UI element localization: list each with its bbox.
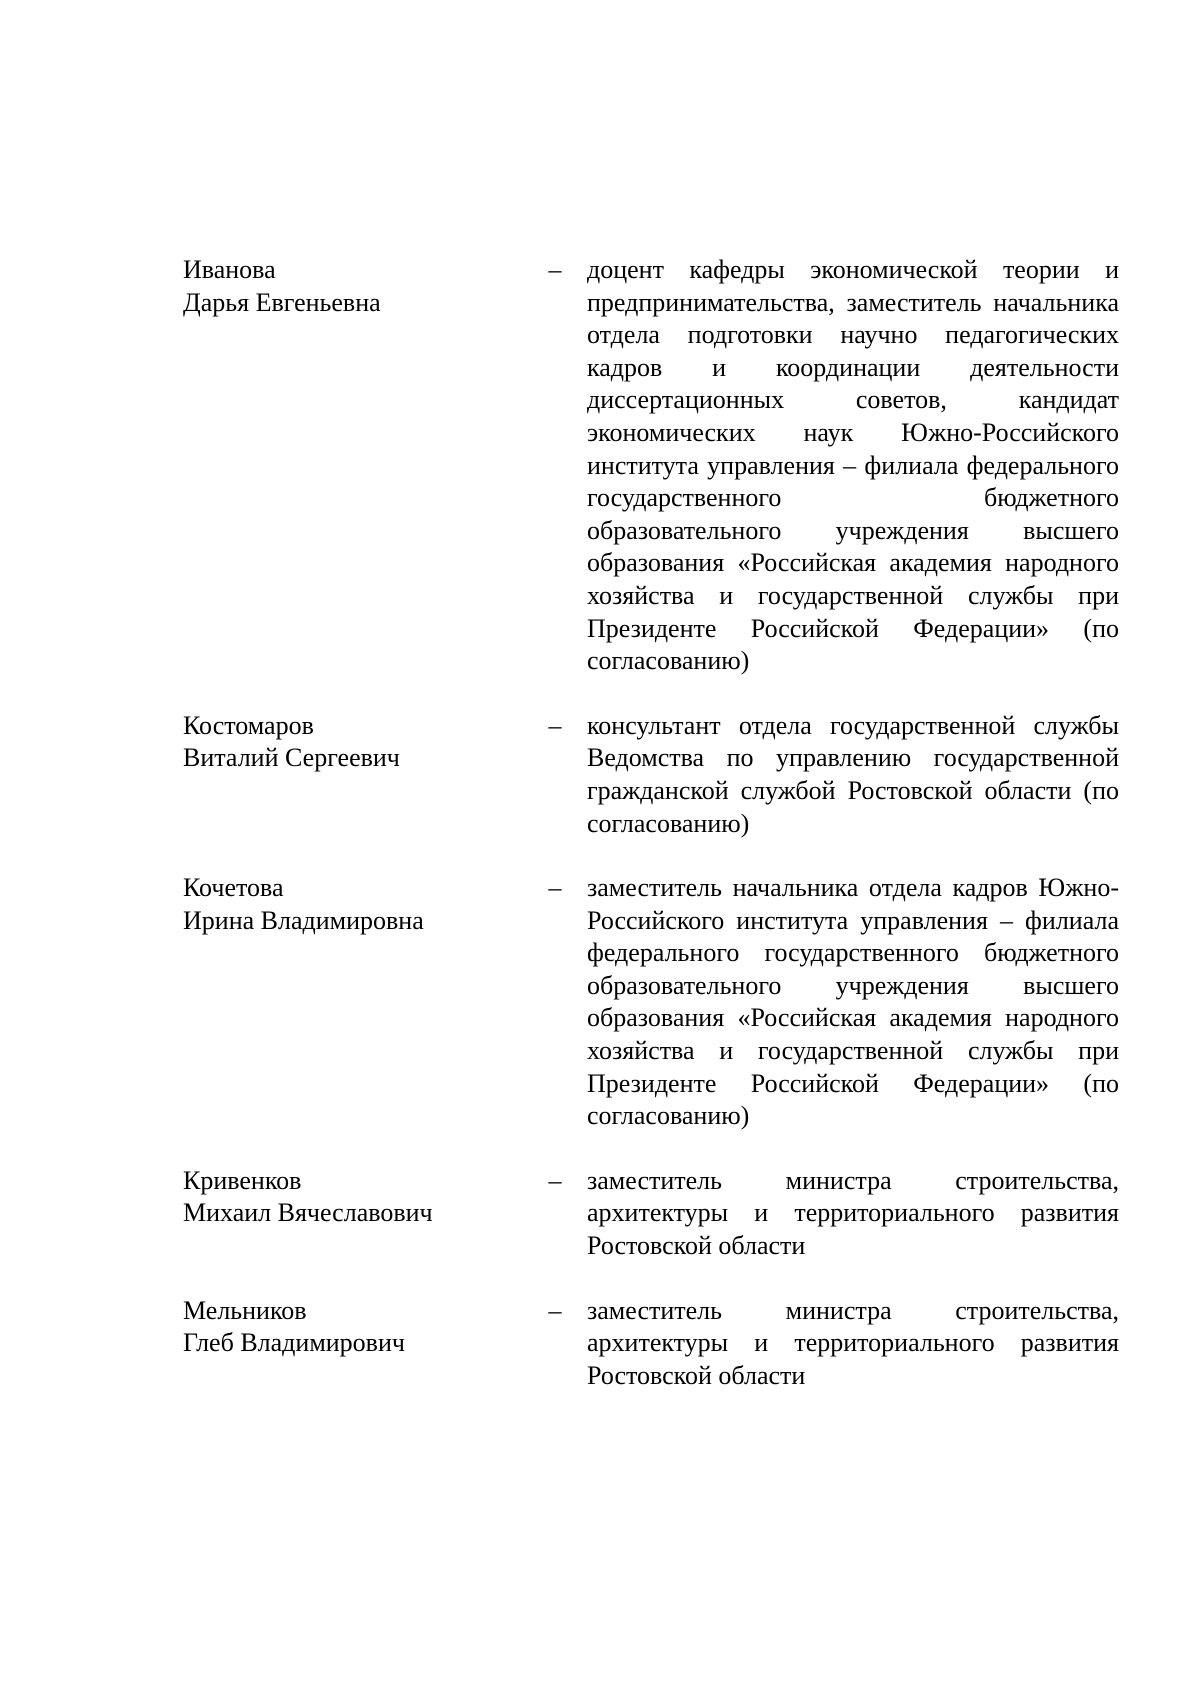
member-entry [183, 1295, 1133, 1393]
member-given-names: Виталий Сергеевич [183, 743, 400, 773]
member-position: заместитель министра строительства, архитектуры и территориального развития Ростовской области [587, 1165, 1119, 1261]
member-position: заместитель начальника отдела кадров Южно-Российского института управления – филиала федерального государственного бюджетного образовательного учреждения высшего образования «Российская академия народного хозяйства и государственной службы при Президенте Российской Федерации» (по согласованию) [587, 873, 1119, 1131]
member-position: доцент кафедры экономической теории и предпринимательства, заместитель начальника отдела подготовки научно педагогических кадров и координации деятельности диссертационных советов, кандидат экономических наук Южно-Российского института управления – филиала федерального государственного бюджетного образовательного учреждения высшего образования «Российская академия народного хозяйства и государственной службы при Президенте Российской Федерации» (по согласованию) [587, 255, 1119, 676]
member-entry [183, 872, 1133, 1133]
member-name [183, 1295, 523, 1360]
member-entry [183, 710, 1133, 840]
commission-members-list [183, 254, 1133, 1392]
member-given-names: Михаил Вячеславович [183, 1198, 433, 1228]
member-name [183, 710, 523, 775]
member-dash: – [548, 710, 562, 740]
member-surname: Мельников [183, 1295, 307, 1325]
member-given-names: Дарья Евгеньевна [183, 287, 381, 317]
member-name [183, 1165, 523, 1230]
member-dash: – [548, 1295, 562, 1325]
member-position: консультант отдела государственной службы Ведомства по управлению государственной гражданской службой Ростовской области (по согласованию) [587, 710, 1119, 838]
member-dash: – [548, 1165, 562, 1195]
member-name [183, 872, 523, 937]
member-given-names: Глеб Владимирович [183, 1328, 405, 1358]
member-surname: Костомаров [183, 710, 314, 740]
member-surname: Кривенков [183, 1165, 302, 1195]
member-surname: Иванова [183, 255, 276, 284]
member-dash: – [548, 255, 562, 284]
member-entry [183, 254, 1133, 678]
member-position: заместитель министра строительства, архитектуры и территориального развития Ростовской области [587, 1295, 1119, 1390]
member-name [183, 254, 523, 319]
member-given-names: Ирина Владимировна [183, 905, 424, 935]
member-dash: – [548, 873, 562, 903]
member-surname: Кочетова [183, 873, 284, 903]
member-entry [183, 1165, 1133, 1263]
